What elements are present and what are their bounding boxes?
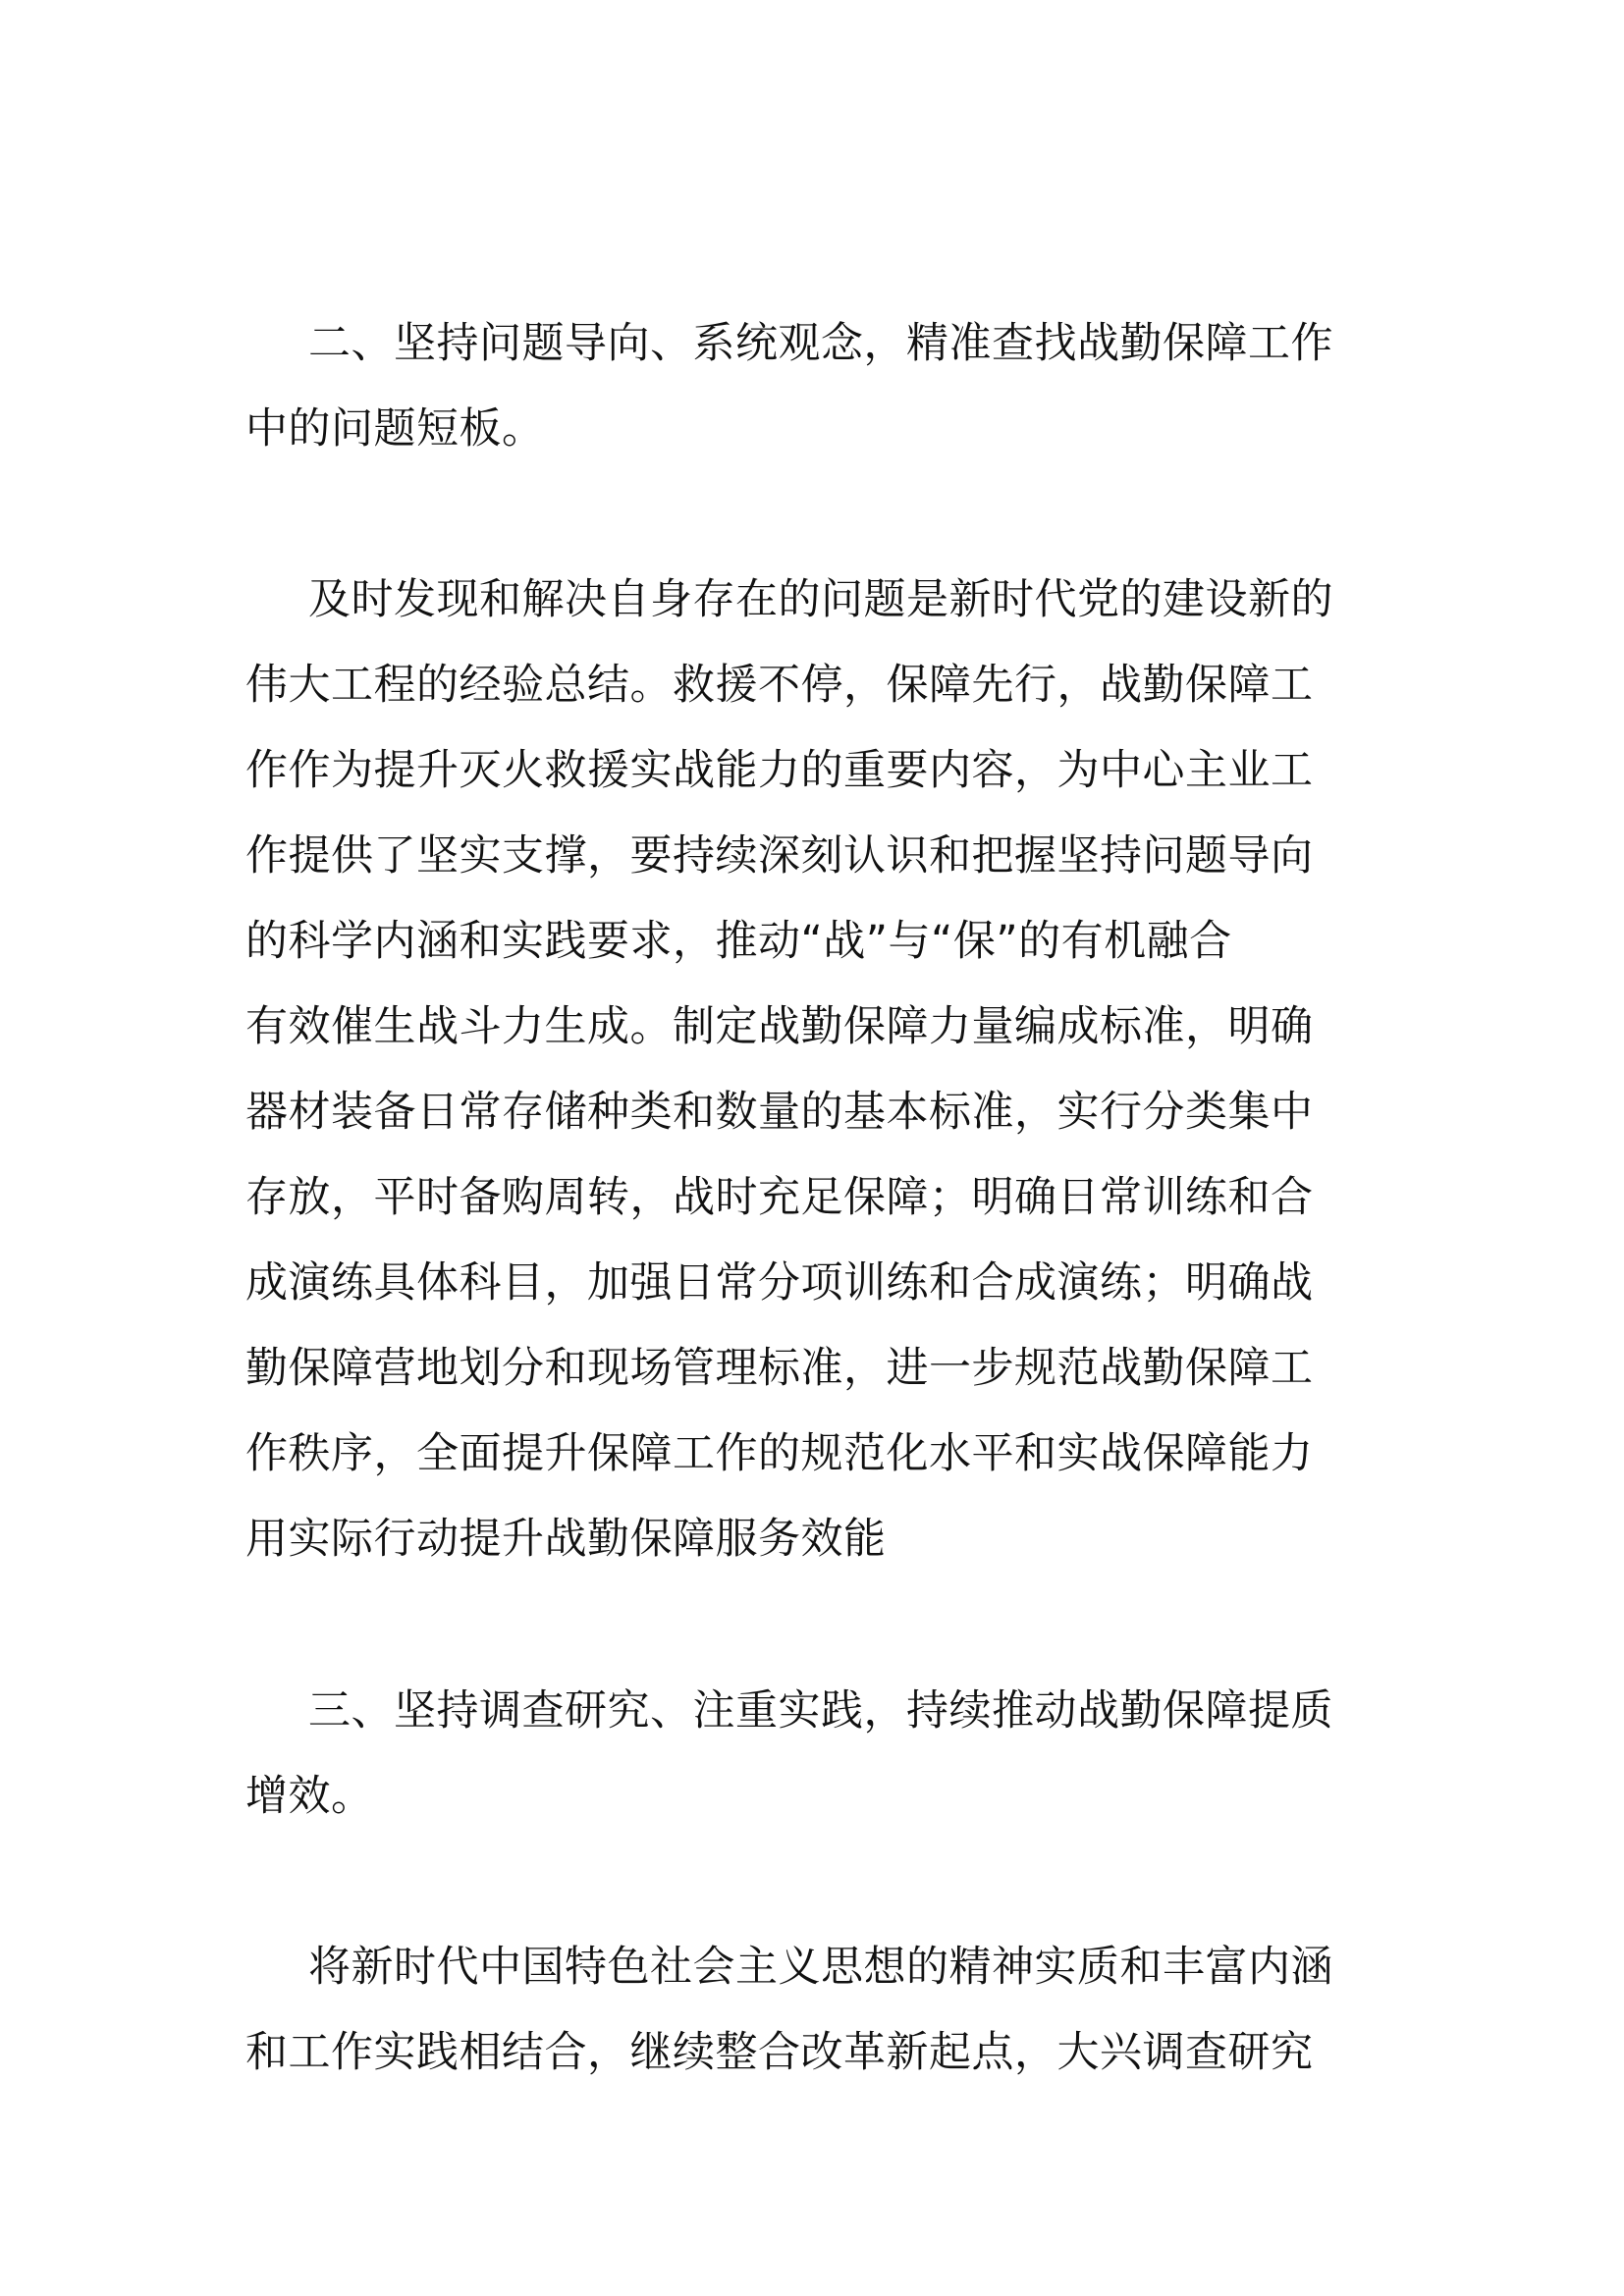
body-line: 和工作实践相结合，继续整合改革新起点，大兴调查研究: [245, 2028, 1314, 2077]
body-line: 存放，平时备购周转，战时充足保障；明确日常训练和合: [245, 1173, 1314, 1222]
body-line: 成演练具体科目，加强日常分项训练和合成演练；明确战: [245, 1258, 1314, 1308]
body-line: 的科学内涵和实践要求，推动“战”与“保”的有机融合: [245, 917, 1232, 966]
body-line: 器材装备日常存储种类和数量的基本标准，实行分类集中: [245, 1088, 1314, 1137]
body-line: 伟大工程的经验总结。救援不停，保障先行，战勤保障工: [245, 661, 1314, 710]
section-3-body: [245, 1925, 1384, 2096]
body-line: 及时发现和解决自身存在的问题是新时代党的建设新的: [308, 575, 1333, 624]
body-line: 用实际行动提升战勤保障服务效能: [245, 1515, 887, 1564]
section-2-body: [245, 558, 1384, 1582]
heading-line: 三、坚持调查研究、注重实践，持续推动战勤保障提质: [308, 1686, 1333, 1735]
heading-line: 中的问题短板。: [245, 404, 545, 454]
body-line: 有效催生战斗力生成。制定战勤保障力量编成标准，明确: [245, 1002, 1314, 1051]
body-line: 将新时代中国特色社会主义思想的精神实质和丰富内涵: [308, 1943, 1333, 1992]
heading-line: 二、坚持问题导向、系统观念，精准查找战勤保障工作: [308, 319, 1333, 368]
section-3-heading: [245, 1669, 1384, 1840]
body-line: 作提供了坚实支撑，要持续深刻认识和把握坚持问题导向: [245, 831, 1314, 881]
section-2-heading: [245, 301, 1384, 472]
body-line: 作作为提升灭火救援实战能力的重要内容，为中心主业工: [245, 746, 1314, 795]
body-line: 作秩序，全面提升保障工作的规范化水平和实战保障能力: [245, 1429, 1314, 1478]
body-line: 勤保障营地划分和现场管理标准，进一步规范战勤保障工: [245, 1344, 1314, 1393]
heading-line: 增效。: [245, 1772, 374, 1821]
